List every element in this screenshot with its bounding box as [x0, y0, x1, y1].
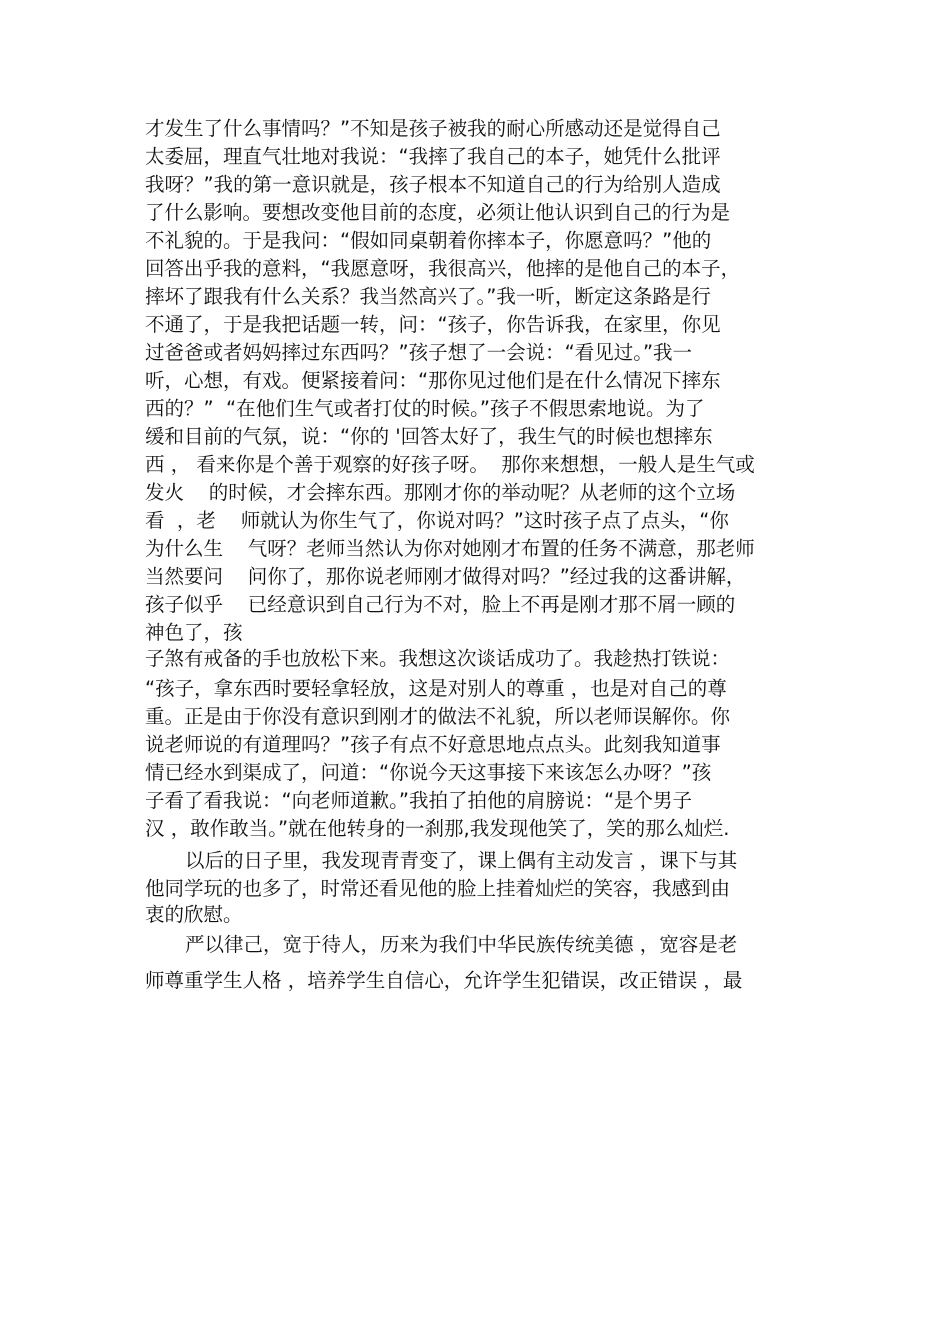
text-line-22: 重。正是由于你没有意识到刚才的做法不礼貌，所以老师误解你。你	[145, 705, 731, 728]
text-line-21: “孩子，拿东西时要轻拿轻放，这是对别人的尊重 ，也是对自己的尊	[145, 677, 727, 700]
text-line-1: 才发生了什么事情吗？”不知是孩子被我的耐心所感动还是觉得自己	[145, 117, 721, 140]
text-line-25: 子看了看我说：“向老师道歉。”我拍了拍他的肩膀说：“是个男子	[145, 789, 693, 812]
text-line-9: 过爸爸或者妈妈摔过东西吗？”孩子想了一会说：“看见过。”我一	[145, 341, 693, 364]
text-line-23: 说老师说的有道理吗？”孩子有点不好意思地点点头。此刻我知道事	[145, 733, 721, 756]
text-line-11: 西的？” “在他们生气或者打仗的时候。”孩子不假思索地说。为了	[145, 397, 705, 420]
text-line-20: 子煞有戒备的手也放松下来。我想这次谈话成功了。我趁热打铁说：	[145, 647, 731, 670]
text-line-3: 我呀？”我的第一意识就是，孩子根本不知道自己的行为给别人造成	[145, 173, 721, 196]
text-line-19: 神色了，孩	[145, 621, 243, 644]
text-line-16: 为什么生 气呀？老师当然认为你对她刚才布置的任务不满意，那老师	[145, 537, 755, 560]
text-line-2: 太委屈，理直气壮地对我说：“我摔了我自己的本子，她凭什么批评	[145, 145, 721, 168]
text-line-30: 严以律己，宽于待人，历来为我们中华民族传统美德 ，宽容是老	[185, 933, 738, 956]
text-line-31: 师尊重学生人格 ，培养学生自信心，允许学生犯错误，改正错误 ，最	[145, 969, 743, 992]
text-line-5: 不礼貌的。于是我问：“假如同桌朝着你摔本子，你愿意吗？”他的	[145, 229, 712, 252]
text-line-7: 摔坏了跟我有什么关系？我当然高兴了。”我一听，断定这条路是行	[145, 285, 711, 308]
text-line-14: 发火 的时候，才会摔东西。那刚才你的举动呢？从老师的这个立场	[145, 481, 736, 504]
text-line-15: 看 ，老 师就认为你生气了，你说对吗？”这时孩子点了点头，“你	[145, 509, 729, 532]
text-line-27: 以后的日子里，我发现青青变了，课上偶有主动发言 ，课下与其	[185, 849, 738, 872]
text-line-24: 情已经水到渠成了，问道：“你说今天这事接下来该怎么办呀？”孩	[145, 761, 712, 784]
text-line-26: 汉 ，敢作敢当。”就在他转身的一刹那,我发现他笑了，笑的那么灿烂.	[145, 817, 730, 840]
text-line-8: 不通了，于是我把话题一转，问：“孩子，你告诉我，在家里，你见	[145, 313, 721, 336]
text-line-10: 听，心想，有戏。便紧接着问：“那你见过他们是在什么情况下摔东	[145, 369, 721, 392]
text-line-18: 孩子似乎 已经意识到自己行为不对，脸上不再是刚才那不屑一顾的	[145, 593, 736, 616]
text-line-29: 衷的欣慰。	[145, 903, 243, 926]
text-line-13: 西 ， 看来你是个善于观察的好孩子呀。 那你来想想，一般人是生气或	[145, 453, 755, 476]
text-line-28: 他同学玩的也多了，时常还看见他的脸上挂着灿烂的笑容，我感到由	[145, 877, 731, 900]
text-line-6: 回答出乎我的意料，“我愿意呀，我很高兴，他摔的是他自己的本子，	[145, 257, 741, 280]
text-line-17: 当然要问 问你了，那你说老师刚才做得对吗？”经过我的这番讲解，	[145, 565, 746, 588]
text-line-4: 了什么影响。要想改变他目前的态度，必须让他认识到自己的行为是	[145, 201, 731, 224]
text-line-12: 缓和目前的气氛，说：“你的 '回答太好了，我生气的时候也想摔东	[145, 425, 713, 448]
